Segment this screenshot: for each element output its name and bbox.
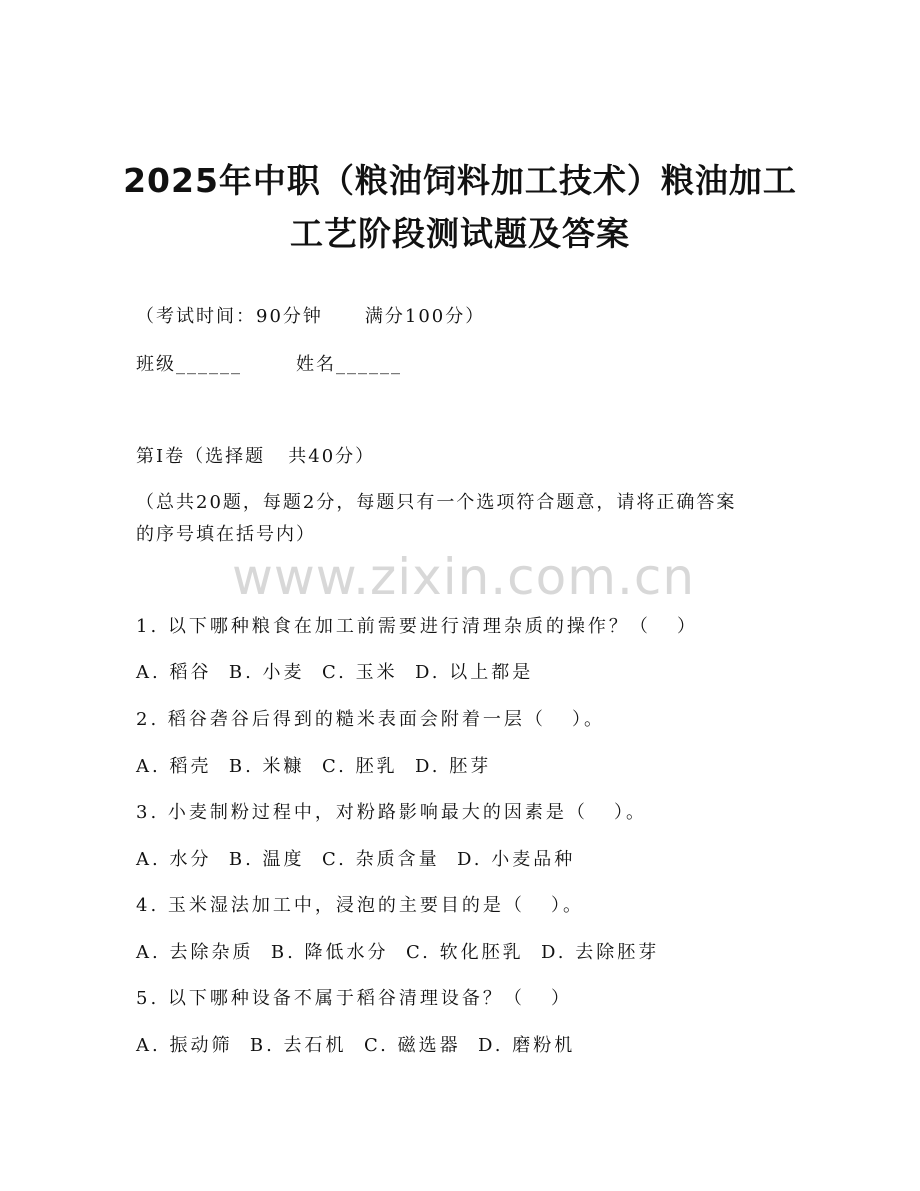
question-3-options: A. 水分 B. 温度 C. 杂质含量 D. 小麦品种 [136, 849, 576, 870]
student-info [136, 350, 402, 376]
question-1: 1. 以下哪种粮食在加工前需要进行清理杂质的操作？（ ） [136, 616, 699, 637]
exam-time: （考试时间：90分钟 [136, 306, 323, 327]
title-line-1: 2025年中职（粮油饲料加工技术）粮油加工 [123, 161, 797, 200]
question-4: 4. 玉米湿法加工中，浸泡的主要目的是（ ）。 [136, 895, 585, 916]
name-field: 姓名______ [296, 354, 402, 375]
question-5: 5. 以下哪种设备不属于稻谷清理设备？（ ） [136, 988, 573, 1009]
question-2: 2. 稻谷砻谷后得到的糙米表面会附着一层（ ）。 [136, 709, 606, 730]
exam-info [136, 302, 485, 328]
watermark: www.zixin.com.cn [232, 548, 696, 606]
instructions-line-1: （总共20题，每题2分，每题只有一个选项符合题意，请将正确答案 [136, 492, 737, 513]
full-score: 满分100分） [364, 306, 486, 327]
instructions-line-2: 的序号填在括号内） [136, 524, 316, 545]
question-4-options: A. 去除杂质 B. 降低水分 C. 软化胚乳 D. 去除胚芽 [136, 942, 660, 963]
class-field: 班级______ [136, 354, 242, 375]
question-5-options: A. 振动筛 B. 去石机 C. 磁选器 D. 磨粉机 [136, 1035, 576, 1056]
question-1-options: A. 稻谷 B. 小麦 C. 玉米 D. 以上都是 [136, 662, 534, 683]
title-line-2: 工艺阶段测试题及答案 [290, 214, 630, 253]
question-2-options: A. 稻壳 B. 米糠 C. 胚乳 D. 胚芽 [136, 756, 492, 777]
section-heading: 第I卷（选择题 共40分） [136, 446, 376, 467]
question-3: 3. 小麦制粉过程中，对粉路影响最大的因素是（ ）。 [136, 802, 648, 823]
